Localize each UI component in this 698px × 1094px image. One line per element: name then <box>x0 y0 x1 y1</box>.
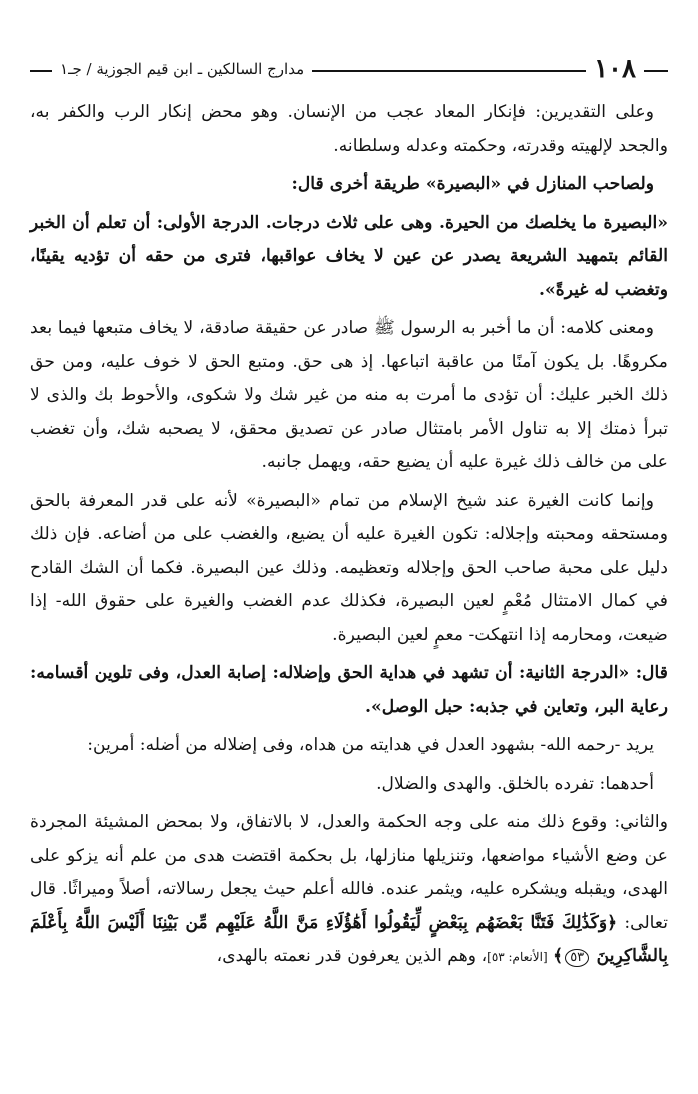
paragraph-3: «البصيرة ما يخلصك من الحيرة. وهى على ثلاث درجات. الدرجة الأولى: أن تعلم أن الخبر القائم بتمهيد الشريعة يصدر عن عين لا يخاف عواقبها، فترى من حقه أن تؤديه يقينًا، وتغضب له غيرةً». <box>30 212 668 300</box>
quran-verse: وَكَذَٰلِكَ فَتَنَّا بَعْضَهُم بِبَعْضٍ لِّيَقُولُوا أَهَٰؤُلَاءِ مَنَّ اللَّهُ عَلَيْهِم مِّن بَيْنِنَا أَلَيْسَ اللَّهُ بِأَعْلَمَ بِالشَّاكِرِينَ <box>30 912 668 966</box>
verse-number: ٥٣ <box>565 949 589 967</box>
paragraph-5: وإنما كانت الغيرة عند شيخ الإسلام من تمام «البصيرة» لأنه على قدر المعرفة بالحق ومستحقه ومحبته وإجلاله: تكون الغيرة عليه أن يضيع، والغضب على من أضاعه. فإن ذلك دليل على محبة صاحب الحق وإجلاله وتعظيمه. وذلك عين البصيرة. فكما أن الشك القادح في كمال الامتثال مُعْمٍ لعين البصيرة، فكذلك عدم الغضب والغيرة على حقوق الله- إذا ضيعت، ومحارمه إذا انتهكت- معمٍ لعين البصيرة. <box>30 490 668 645</box>
paragraph-6: قال: «الدرجة الثانية: أن تشهد في هداية الحق وإضلاله: إصابة العدل، وفى تلوين أقسامه: رعاية البر، وتعاين في جذبه: حبل الوصل». <box>30 663 668 717</box>
running-title: مدارج السالكين ـ ابن قيم الجوزية / جـ١ <box>60 60 305 78</box>
paragraph-9-after: ، وهم الذين يعرفون قدر نعمته بالهدى، <box>216 946 488 966</box>
quran-close-bracket: ﴾ <box>553 946 564 966</box>
running-head <box>30 52 668 86</box>
page-number: ١٠٨ <box>594 54 636 84</box>
quran-open-bracket: ﴿ <box>607 912 618 933</box>
paragraph-4: ومعنى كلامه: أن ما أخبر به الرسول ﷺ صادر عن حقيقة صادقة، لا يخاف متبعها فيما بعد مكروهًا. بل يكون آمنًا من عاقبة اتباعها. إذ هى حق. ومتبع الحق لا خوف عليه، ومن حق ذلك الخبر عليك: أن تؤدى ما أمرت به منه من غير شك ولا شكوى، والأحوط بك والذى لا تبرأ ذمتك إلا به تناول الأمر بامتثال صادر عن تصديق محقق، لا يصحبه شك، وأن تغضب على من خالف ذلك غيرة عليه أن يضيع حقه، ويهمل جانبه. <box>30 318 668 472</box>
verse-reference: [الأنعام: ٥٣] <box>487 950 548 964</box>
page-body <box>30 96 668 975</box>
book-page <box>30 52 668 980</box>
paragraph-2: ولصاحب المنازل في «البصيرة» طريقة أخرى قال: <box>291 174 654 194</box>
paragraph-7: يريد -رحمه الله- بشهود العدل في هدايته من هداه، وفى إضلاله من أضله: أمرين: <box>87 735 654 755</box>
paragraph-9-text: والثاني: وقوع ذلك منه على وجه الحكمة والعدل، لا بالاتفاق، ولا بمحض المشيئة المجردة عن وضع الأشياء مواضعها، وتنزيلها منازلها، بل بحكمة اقتضت هدى من علم أنه يزكو على الهدى، ويقبله ويشكره عليه، ويثمر عنده. فالله أعلم حيث يجعل رسالاته، أصلاً وميراثًا. قال تعالى: <box>30 812 668 933</box>
paragraph-1: وعلى التقديرين: فإنكار المعاد عجب من الإنسان. وهو محض إنكار الرب والكفر به، والجحد لإلهيته وقدرته، وحكمته وعدله وسلطانه. <box>30 102 668 156</box>
header-dash-left <box>30 70 52 72</box>
header-dash-right <box>644 70 668 72</box>
header-rule <box>312 70 586 72</box>
paragraph-9 <box>30 806 668 975</box>
paragraph-8: أحدهما: تفرده بالخلق. والهدى والضلال. <box>376 773 654 794</box>
